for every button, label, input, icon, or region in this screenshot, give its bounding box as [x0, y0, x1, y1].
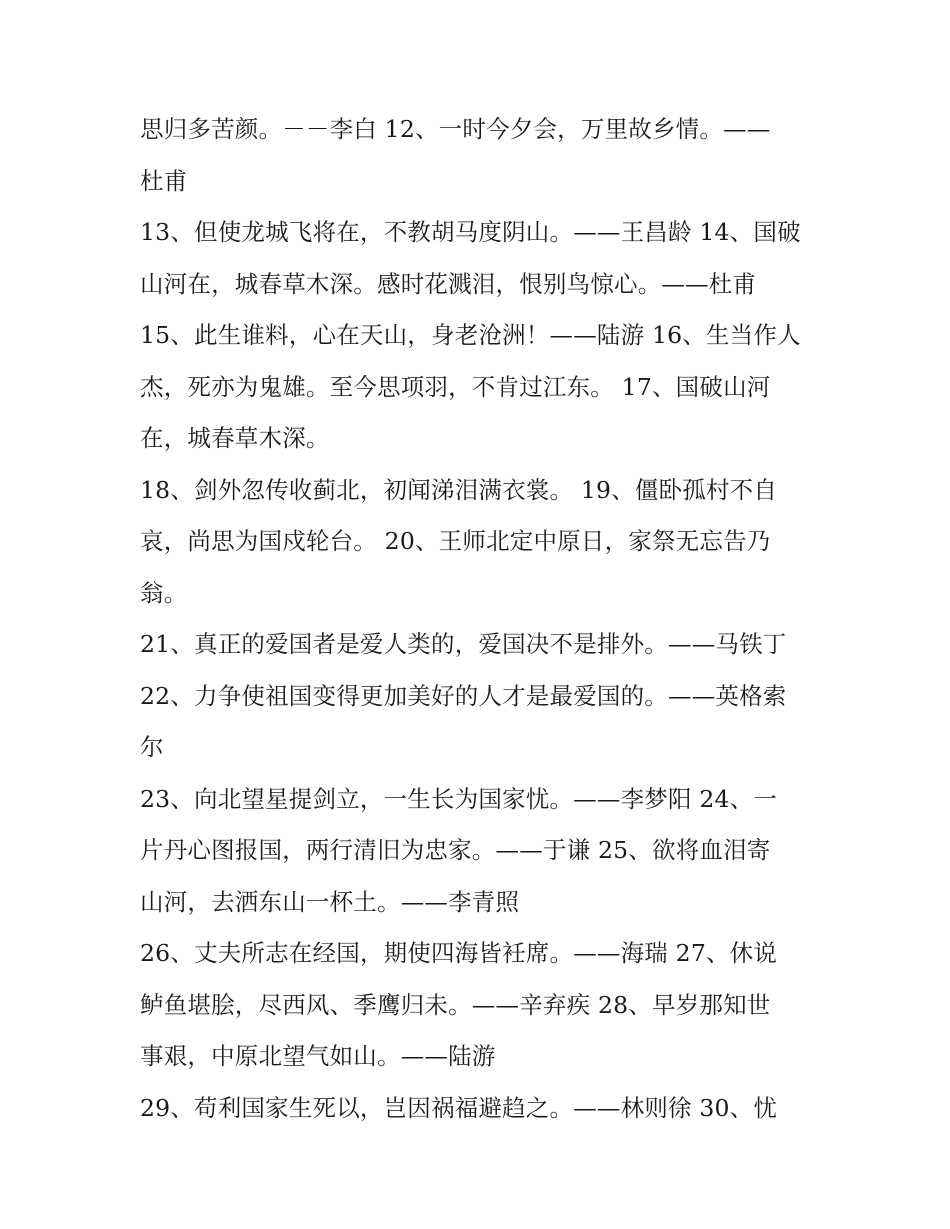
- text-line: 杰，死亦为鬼雄。至今思项羽，不肯过江东。 17、国破山河: [140, 372, 771, 401]
- text-line: 事艰，中原北望气如山。——陆游: [140, 1042, 496, 1070]
- text-line: 哀，尚思为国戍轮台。 20、王师北定中原日，家祭无忘告乃: [140, 527, 771, 555]
- text-line: 26、丈夫所志在经国，期使四海皆衽席。——海瑞 27、休说: [140, 939, 778, 967]
- text-line: 杜甫: [140, 166, 188, 195]
- text-line: 15、此生谁料，心在天山，身老沧洲！——陆游 16、生当作人: [140, 321, 801, 349]
- text-line: 在，城春草木深。: [140, 424, 330, 452]
- body-text: [140, 104, 820, 1134]
- text-line: 21、真正的爱国者是爱人类的，爱国决不是排外。——马铁丁: [140, 630, 787, 658]
- text-line: 13、但使龙城飞将在，不教胡马度阴山。——王昌龄 14、国破: [140, 218, 801, 246]
- text-line: 山河，去洒东山一杯土。——李青照: [140, 887, 520, 916]
- text-line: 23、向北望星提剑立，一生长为国家忧。——李梦阳 24、一: [140, 784, 778, 813]
- text-line: 翁。: [140, 578, 188, 607]
- text-line: 思归多苦颜。－－李白 12、一时今夕会，万里故乡情。——: [140, 115, 771, 143]
- text-line: 22、力争使祖国变得更加美好的人才是最爱国的。——英格索: [140, 681, 787, 710]
- text-line: 29、苟利国家生死以，岂因祸福避趋之。——林则徐 30、忧: [140, 1093, 778, 1122]
- text-line: 片丹心图报国，两行清旧为忠家。——于谦 25、欲将血泪寄: [140, 836, 771, 864]
- text-line: 鲈鱼堪脍，尽西风、季鹰归未。——辛弃疾 28、早岁那知世: [140, 990, 771, 1019]
- text-line: 18、剑外忽传收蓟北，初闻涕泪满衣裳。 19、僵卧孤村不自: [140, 475, 778, 504]
- text-line: 尔: [140, 733, 164, 761]
- text-line: 山河在，城春草木深。感时花溅泪，恨别鸟惊心。——杜甫: [140, 269, 757, 298]
